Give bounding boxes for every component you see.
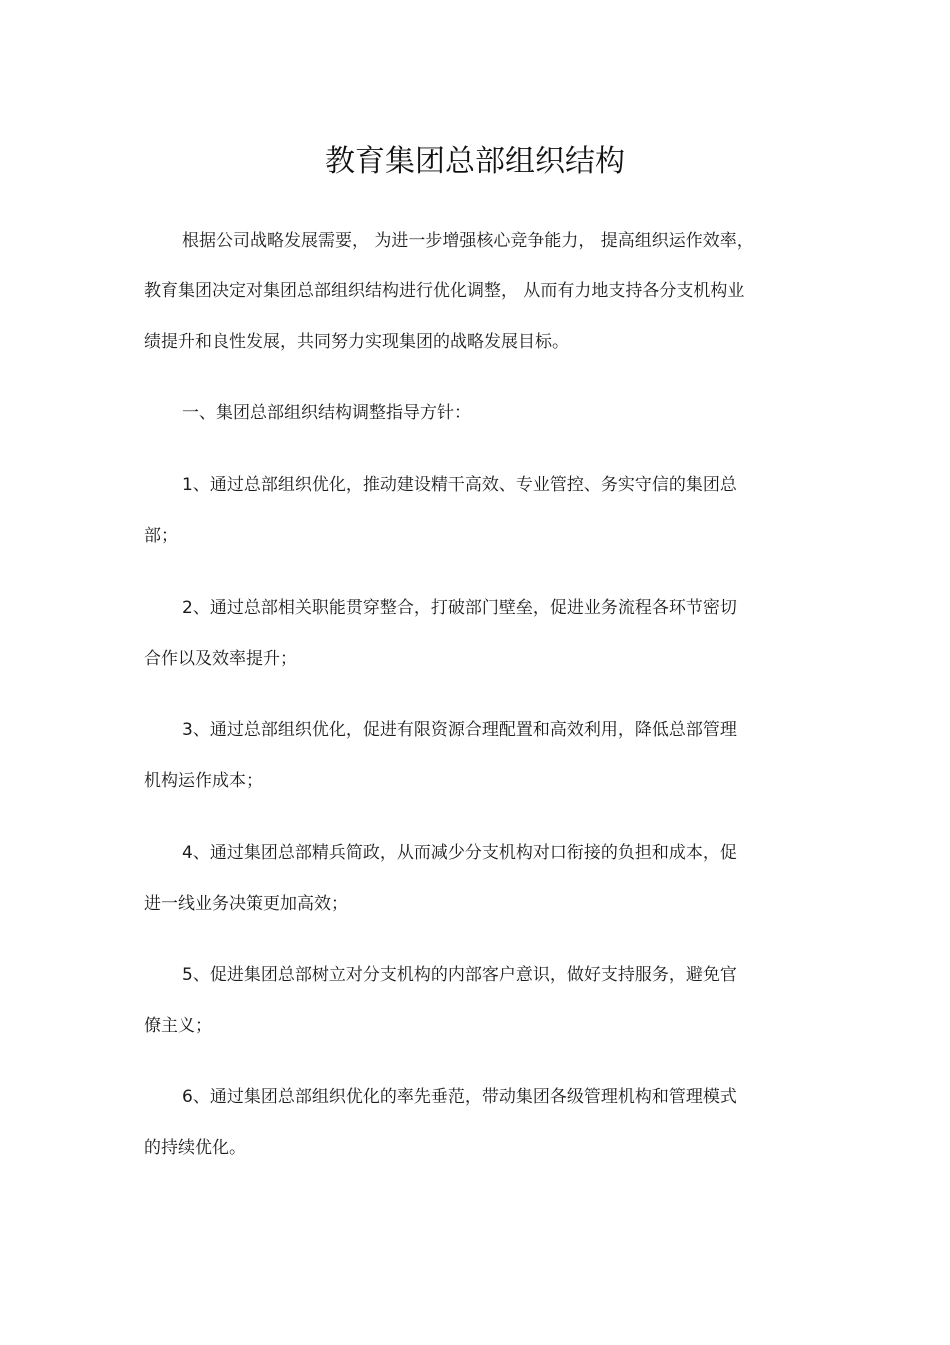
list-item-4-line-2: 进一线业务决策更加高效；	[144, 894, 348, 914]
list-item-1-line-1: 1、通过总部组织优化，推动建设精干高效、专业管控、务实守信的集团总	[182, 475, 737, 495]
list-item-6-line-2: 的持续优化。	[144, 1138, 246, 1158]
list-item-4-line-1: 4、通过集团总部精兵简政，从而减少分支机构对口衔接的负担和成本，促	[182, 843, 737, 863]
page-title: 教育集团总部组织结构	[325, 144, 625, 179]
intro-line-1: 根据公司战略发展需要， 为进一步增强核心竞争能力， 提高组织运作效率，	[182, 231, 754, 251]
intro-line-2: 教育集团决定对集团总部组织结构进行优化调整， 从而有力地支持各分支机构业	[144, 281, 745, 301]
list-item-1-line-2: 部；	[144, 526, 178, 546]
list-item-3-line-1: 3、通过总部组织优化，促进有限资源合理配置和高效利用，降低总部管理	[182, 720, 737, 740]
intro-line-3: 绩提升和良性发展，共同努力实现集团的战略发展目标。	[144, 332, 569, 352]
list-item-2-line-2: 合作以及效率提升；	[144, 649, 297, 669]
list-item-6-line-1: 6、通过集团总部组织优化的率先垂范，带动集团各级管理机构和管理模式	[182, 1087, 737, 1107]
list-item-3-line-2: 机构运作成本；	[144, 771, 263, 791]
section-heading: 一、集团总部组织结构调整指导方针：	[182, 403, 471, 423]
list-item-5-line-1: 5、促进集团总部树立对分支机构的内部客户意识，做好支持服务，避免官	[182, 965, 737, 985]
list-item-5-line-2: 僚主义；	[144, 1016, 212, 1036]
list-item-2-line-1: 2、通过总部相关职能贯穿整合，打破部门壁垒，促进业务流程各环节密切	[182, 598, 737, 618]
